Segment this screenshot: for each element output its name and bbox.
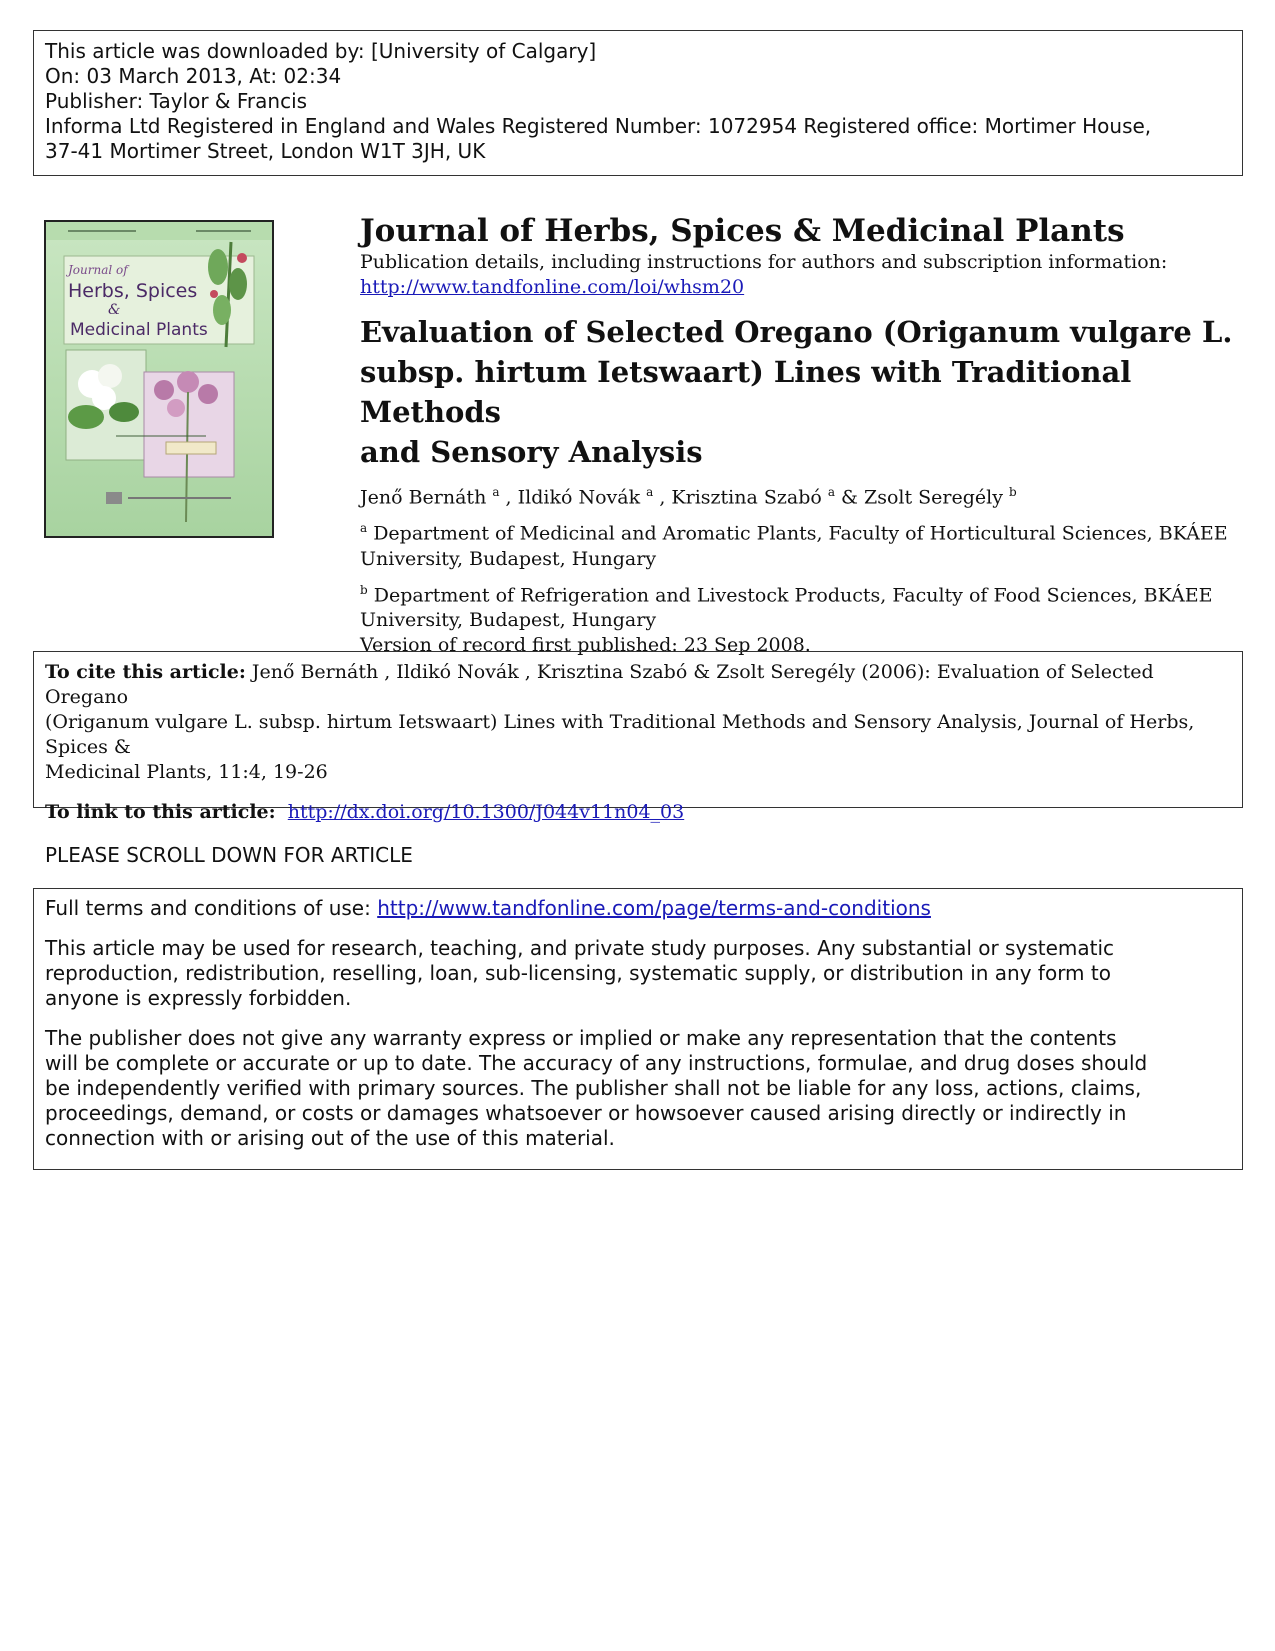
terms-link[interactable]: http://www.tandfonline.com/page/terms-and-conditions [377,896,931,920]
terms-paragraph-usage [45,936,1231,1011]
download-notice-box [33,30,1243,176]
cover-title-medicinal-plants: Medicinal Plants [70,320,208,340]
affiliation-text: Department of Refrigeration and Livestock Products, Faculty of Food Sciences, BKÁEE [373,583,1213,606]
link-label: To link to this article: [45,801,276,823]
author-affiliation-mark: a [492,485,500,499]
journal-url-link[interactable]: http://www.tandfonline.com/loi/whsm20 [360,276,745,298]
author-name: Krisztina Szabó [671,486,822,509]
terms-paragraph-warranty [45,1026,1231,1151]
registration-line: Informa Ltd Registered in England and Wales Registered Number: 1072954 Registered office: Mortimer House, [45,114,1152,138]
affiliation-b [360,578,1240,633]
affiliation-mark: b [360,582,368,597]
author-affiliation-mark: a [646,485,654,499]
download-line: This article was downloaded by: [University of Calgary] [45,39,597,63]
terms-line: anyone is expressly forbidden. [45,986,352,1010]
cite-line: (Origanum vulgare L. subsp. hirtum Ietswaart) Lines with Traditional Methods and Sensory Analysis, Journal of Herbs, Spices & [45,711,1195,758]
affiliation-text: University, Budapest, Hungary [360,547,657,570]
citation-box [33,651,1243,823]
authors-list: Jenő Bernáth $^a$ , Ildikó Novák $^a$ , Krisztina Szabó $^a$ & Zsolt Seregély $^b$ [360,485,1017,509]
author-affiliation-mark: a [827,485,836,499]
article-header [360,212,1240,658]
terms-line: proceedings, demand, or costs or damages whatsoever or howsoever caused arising directly or indirectly in [45,1101,1127,1125]
terms-line: This article may be used for research, teaching, and private study purposes. Any substantial or systematic [45,936,1115,960]
cover-title-ampersand: & [108,302,121,318]
terms-line: reproduction, redistribution, reselling, loan, sub-licensing, systematic supply, or distribution in any form to [45,961,1111,985]
terms-line: connection with or arising out of the use of this material. [45,1126,615,1150]
author-name: Ildikó Novák [517,486,641,509]
journal-title: Journal of Herbs, Spices & Medicinal Plants [360,213,1125,249]
publication-details: Publication details, including instructions for authors and subscription information: [360,251,1168,273]
author-name: Jenő Bernáth [360,486,487,509]
doi-link[interactable]: http://dx.doi.org/10.1300/J044v11n04_03 [287,801,685,823]
download-date: On: 03 March 2013, At: 02:34 [45,64,342,88]
affiliation-mark: a [360,521,368,536]
author-name: Zsolt Seregély [864,486,1003,509]
terms-link-row [45,896,1231,921]
affiliation-text: Department of Medicinal and Aromatic Plants, Faculty of Horticultural Sciences, BKÁEE [373,522,1228,545]
address-line: 37-41 Mortimer Street, London W1T 3JH, UK [45,139,486,163]
citation-text [45,660,1231,785]
affiliation-a [360,516,1240,571]
article-title [360,312,1240,472]
publisher-line: Publisher: Taylor & Francis [45,89,308,113]
terms-line: be independently verified with primary sources. The publisher shall not be liable for any loss, actions, claims, [45,1076,1142,1100]
terms-box [33,888,1243,1170]
author-affiliation-mark: b [1009,485,1017,499]
article-title-line: Evaluation of Selected Oregano (Origanum vulgare L. [360,315,1233,349]
cite-label: To cite this article: [45,661,246,683]
journal-cover-image [44,220,274,538]
version-of-record: Version of record first published: 23 Sep 2008. [360,633,811,656]
cover-title-journal-of: Journal of [68,263,128,277]
cite-line: Medicinal Plants, 11:4, 19-26 [45,761,328,783]
article-link-row [45,800,1231,825]
affiliation-text: University, Budapest, Hungary [360,608,657,631]
terms-line: The publisher does not give any warranty express or implied or make any representation that the contents [45,1026,1117,1050]
article-title-line: subsp. hirtum Ietswaart) Lines with Traditional Methods [360,355,1132,429]
cite-line: Jenő Bernáth , Ildikó Novák , Krisztina Szabó & Zsolt Seregély (2006): Evaluation of Selected Oregano [45,661,1154,708]
terms-label: Full terms and conditions of use: [45,896,371,920]
article-title-line: and Sensory Analysis [360,435,703,469]
scroll-notice: PLEASE SCROLL DOWN FOR ARTICLE [45,843,413,867]
cover-title-herbs-spices: Herbs, Spices [68,280,198,302]
terms-line: will be complete or accurate or up to date. The accuracy of any instructions, formulae, and drug doses should [45,1051,1148,1075]
